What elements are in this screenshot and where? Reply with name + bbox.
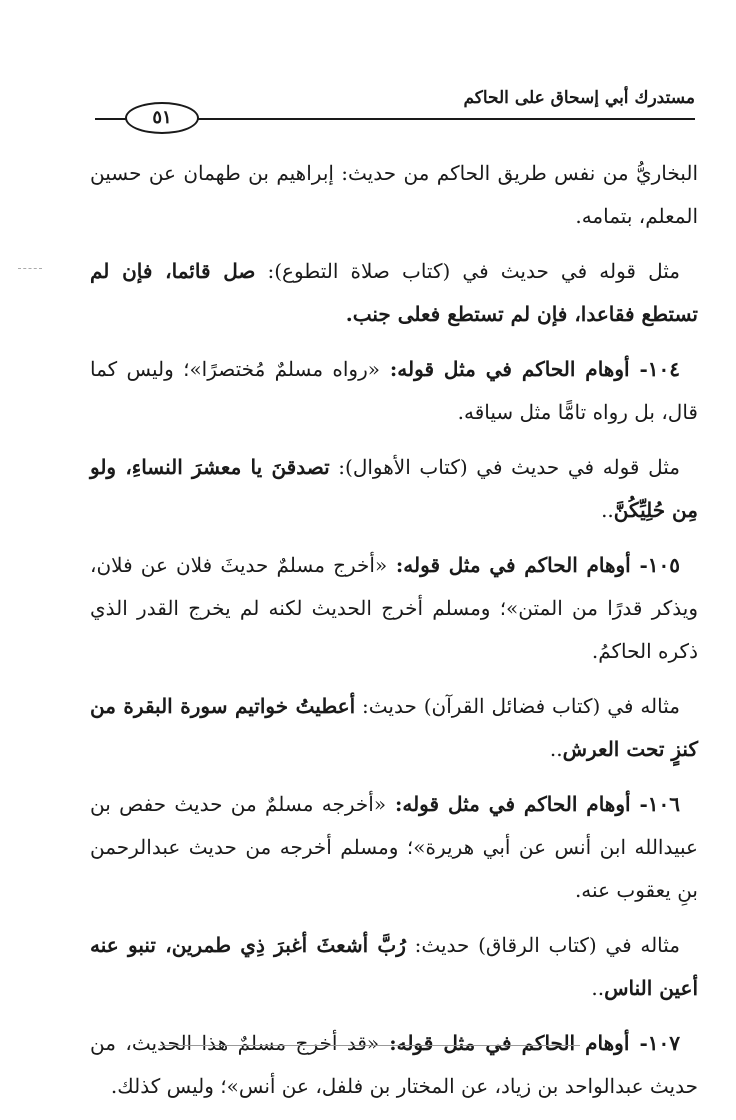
text-segment: «أخرجه مسلمٌ من حديث حفص بن عبيدالله ابن أنس عن أبي هريرة»؛ ومسلم أخرجه من حديث عبدالرحمن بنِ يعقوب عنه. (90, 792, 698, 902)
paragraph (90, 250, 698, 336)
text-segment: البخاريُّ من نفس طريق الحاكم من حديث: إبراهيم بن طهمان عن حسين المعلم، بتمامه. (90, 161, 698, 228)
bold-text-segment: ١٠٥- أوهام الحاكم في مثل قوله: (387, 553, 680, 577)
margin-mark (18, 268, 42, 269)
bold-text-segment: أعطيتُ خواتيم سورة البقرة من كنزٍ تحت العرش (90, 694, 698, 761)
text-segment: مثاله في (كتاب فضائل القرآن) حديث: (355, 694, 680, 718)
paragraph (90, 783, 698, 912)
bold-text-segment: صل قائما، فإن لم تستطع فقاعدا، فإن لم تستطع فعلى جنب. (90, 259, 698, 326)
paragraph (90, 348, 698, 434)
text-segment: .. (601, 498, 614, 522)
text-segment: «رواه مسلمٌ مُختصرًا»؛ وليس كما قال، بل رواه تامًّا مثل سياقه. (90, 357, 698, 424)
bold-text-segment: ١٠٧- أوهام الحاكم في مثل قوله: (379, 1031, 680, 1055)
bold-text-segment: ١٠٦- أوهام الحاكم في مثل قوله: (386, 792, 680, 816)
paragraph (90, 152, 698, 238)
bold-text-segment: تصدقنَ يا معشرَ النساءِ، ولو مِن حُلِيِّكُنَّ (90, 455, 698, 522)
text-segment: «أخرج مسلمٌ حديثَ فلان عن فلان، ويذكر قدرًا من المتن»؛ ومسلم أخرج الحديث لكنه لم يخرج القدر الذي ذكره الحاكمُ. (90, 553, 698, 663)
bold-text-segment: رُبَّ أشعثَ أغبرَ ذِي طمرين، تنبو عنه أعين الناس (90, 933, 698, 1000)
text-segment: .. (591, 976, 605, 1000)
page-number: ٥١ (125, 102, 199, 134)
text-segment: .. (549, 737, 563, 761)
paragraph (90, 685, 698, 771)
text-segment: «قد أخرج مسلمٌ هذا الحديث، من حديث عبدالواحد بن زياد، عن المختار بن فلفل، عن أنس»؛ وليس كذلك. (90, 1031, 698, 1098)
page-header (95, 88, 695, 128)
paragraph (90, 1022, 698, 1108)
paragraph (90, 446, 698, 532)
paragraph (90, 924, 698, 1010)
paragraph (90, 544, 698, 673)
running-title: مستدرك أبي إسحاق على الحاكم (463, 88, 695, 108)
body-text (90, 152, 698, 1120)
text-segment: مثل قوله في حديث في (كتاب صلاة التطوع): (255, 259, 680, 283)
footer-rule (160, 1045, 580, 1048)
text-segment: مثاله في (كتاب الرقاق) حديث: (405, 933, 680, 957)
text-segment: مثل قوله في حديث في (كتاب الأهوال): (329, 455, 680, 479)
bold-text-segment: ١٠٤- أوهام الحاكم في مثل قوله: (380, 357, 681, 381)
